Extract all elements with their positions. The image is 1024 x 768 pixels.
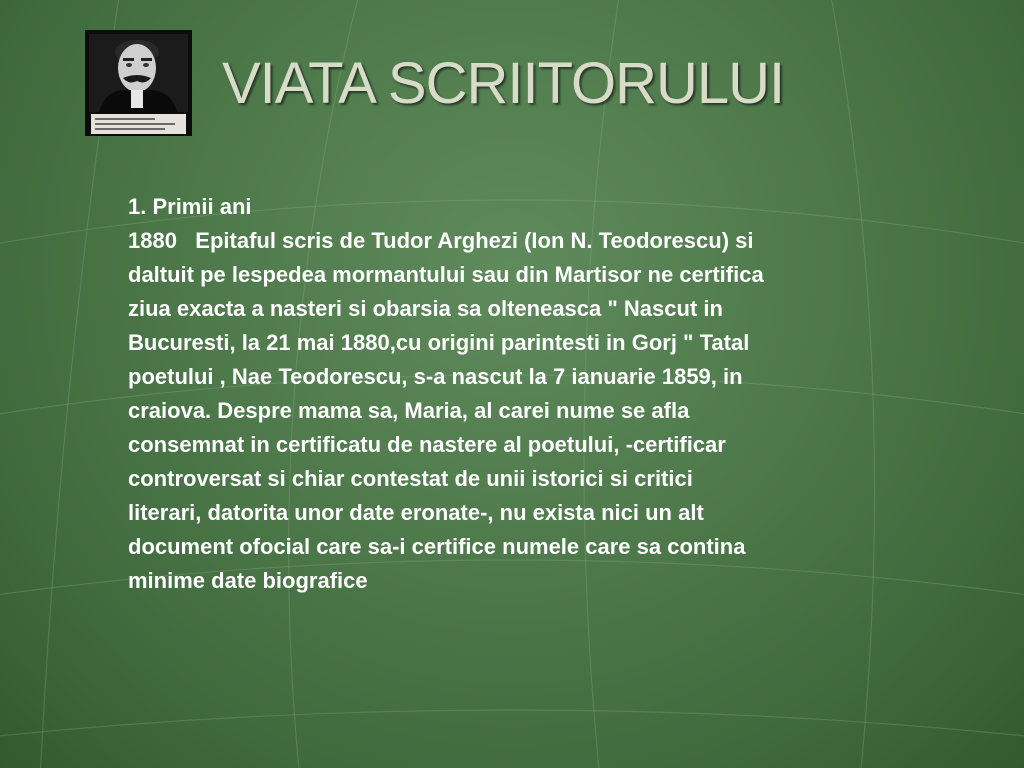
text-line: minime date biografice xyxy=(128,568,368,593)
text-line: poetului , Nae Teodorescu, s-a nascut la 7 ianuarie 1859, in xyxy=(128,364,743,389)
author-portrait-image xyxy=(85,30,192,136)
text-line: controversat si chiar contestat de unii istorici si critici xyxy=(128,466,693,491)
text-line: literari, datorita unor date eronate-, nu exista nici un alt xyxy=(128,500,704,525)
text-line: 1880 Epitaful scris de Tudor Arghezi (Ion N. Teodorescu) si xyxy=(128,228,754,253)
biography-text xyxy=(128,190,968,598)
text-line: consemnat in certificatu de nastere al poetului, -certificar xyxy=(128,432,726,457)
text-line: craiova. Despre mama sa, Maria, al carei nume se afla xyxy=(128,398,690,423)
slide-title: VIATA SCRIITORULUI xyxy=(222,51,785,116)
text-line: 1. Primii ani xyxy=(128,194,252,219)
author-portrait xyxy=(85,30,192,136)
text-line: ziua exacta a nasteri si obarsia sa olteneasca " Nascut in xyxy=(128,296,723,321)
text-line: Bucuresti, la 21 mai 1880,cu origini parintesti in Gorj " Tatal xyxy=(128,330,750,355)
text-line: document ofocial care sa-i certifice numele care sa contina xyxy=(128,534,746,559)
text-line: daltuit pe lespedea mormantului sau din Martisor ne certifica xyxy=(128,262,764,287)
